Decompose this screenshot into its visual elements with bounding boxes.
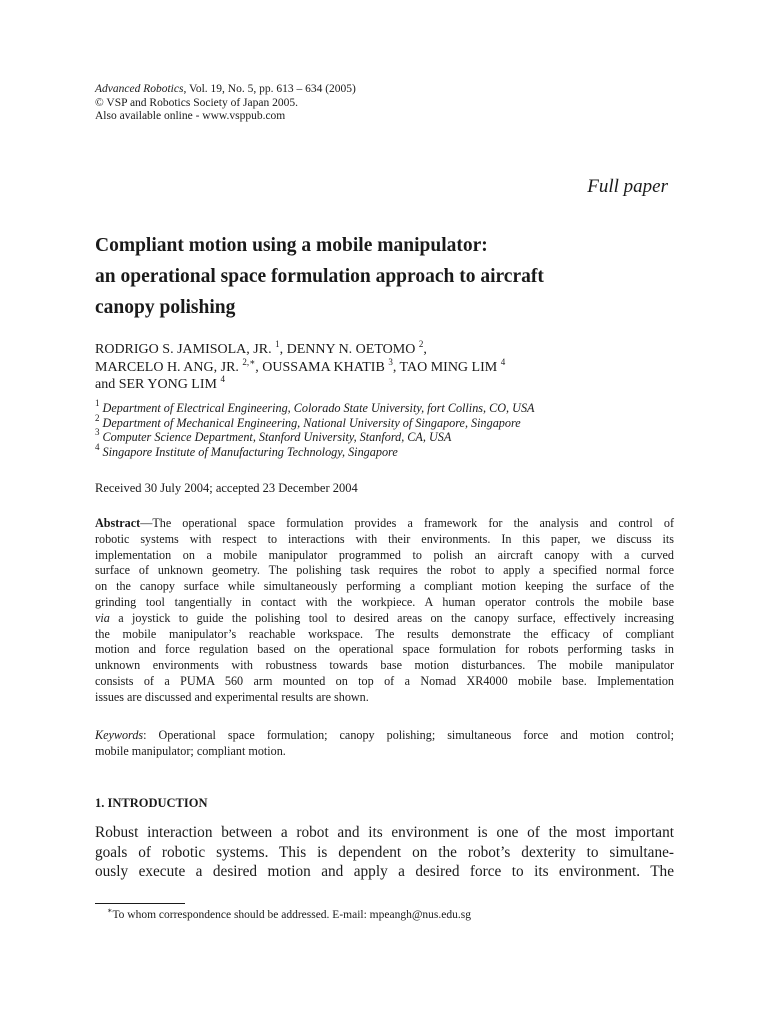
paper-title	[95, 230, 685, 323]
abstract-line: consists of a PUMA 560 arm mounted on top of a Nomad XR4000 mobile base. Implementation	[95, 673, 674, 688]
abstract-label: Abstract	[95, 516, 141, 530]
abstract-line: via a joystick to guide the polishing tool to desired areas on the canopy surface, effectively increasing	[95, 610, 674, 625]
abstract-line: surface of unknown geometry. The polishing task requires the robot to apply a specified normal force	[95, 563, 674, 578]
affiliation: $^4$ Singapore Institute of Manufacturing Technology, Singapore	[95, 441, 398, 459]
received-date: Received 30 July 2004; accepted 23 December 2004	[95, 481, 358, 495]
paper-type: Full paper	[587, 176, 668, 197]
intro-paragraph	[95, 823, 674, 882]
author-line: RODRIGO S. JAMISOLA, JR. $^1$, DENNY N. OETOMO $^2$,	[95, 339, 427, 357]
abstract-line: unknown environments with robustness towards base motion disturbances. The mobile manipulator	[95, 658, 674, 673]
intro-line: ously execute a desired motion and apply a desired force to its environment. The	[95, 863, 674, 880]
keywords-line: mobile manipulator; compliant motion.	[95, 743, 286, 758]
abstract-line: robotic systems with respect to interactions with their environments. In this paper, we discuss its	[95, 531, 674, 546]
affiliation: $^3$ Computer Science Department, Stanford University, Stanford, CA, USA	[95, 427, 452, 444]
intro-line: Robust interaction between a robot and its environment is one of the most important	[95, 824, 674, 841]
footnote-rule	[95, 903, 185, 904]
keywords-label: Keywords	[95, 728, 144, 742]
copyright-line: © VSP and Robotics Society of Japan 2005.	[95, 96, 298, 109]
abstract-line: the mobile manipulator’s reachable workspace. The results demonstrate the efficacy of compliant	[95, 626, 674, 641]
footnote: ∗To whom correspondence should be addressed. E-mail: mpeangh@nus.edu.sg	[107, 906, 471, 921]
section-heading: 1. INTRODUCTION	[95, 796, 208, 810]
keywords-line: Keywords: Operational space formulation; canopy polishing; simultaneous force and motion control;	[95, 728, 674, 742]
journal-header	[95, 83, 356, 124]
affiliation: $^2$ Department of Mechanical Engineering, National University of Singapore, Singapore	[95, 412, 521, 430]
title-line: Compliant motion using a mobile manipulator:	[95, 235, 488, 256]
author-line: and SER YONG LIM $^4$	[95, 374, 225, 392]
intro-line: goals of robotic systems. This is dependent on the robot’s dexterity to simultane-	[95, 843, 674, 861]
abstract	[95, 516, 674, 706]
journal-citation: Advanced Robotics, Vol. 19, No. 5, pp. 613 – 634 (2005)	[95, 83, 356, 95]
abstract-line: implementation on a mobile manipulator programmed to polish an aircraft canopy with a curved	[95, 547, 674, 562]
author-line: MARCELO H. ANG, JR. $^{2,∗}$, OUSSAMA KHATIB $^3$, TAO MING LIM $^4$	[95, 356, 506, 375]
title-line: an operational space formulation approach to aircraft	[95, 266, 544, 287]
affiliation: $^1$ Department of Electrical Engineering, Colorado State University, fort Collins, CO, USA	[95, 398, 535, 415]
abstract-line: grinding tool tangentially in contact with the workpiece. A human operator controls the mobile base	[95, 594, 674, 609]
journal-name: Advanced Robotics	[95, 83, 184, 95]
abstract-line: issues are discussed and experimental results are shown.	[95, 689, 369, 704]
title-line: canopy polishing	[95, 297, 236, 318]
abstract-line: Abstract—The operational space formulation provides a framework for the analysis and control of	[95, 516, 674, 530]
online-line: Also available online - www.vsppub.com	[95, 110, 286, 122]
author-list	[95, 341, 505, 394]
abstract-line: on the canopy surface while simultaneously performing a compliant motion keeping the surface of the	[95, 579, 674, 594]
keywords	[95, 728, 674, 760]
affiliation-list	[95, 398, 535, 459]
abstract-line: motion and force regulation based on the operational space formulation for robots performing tasks in	[95, 642, 674, 657]
